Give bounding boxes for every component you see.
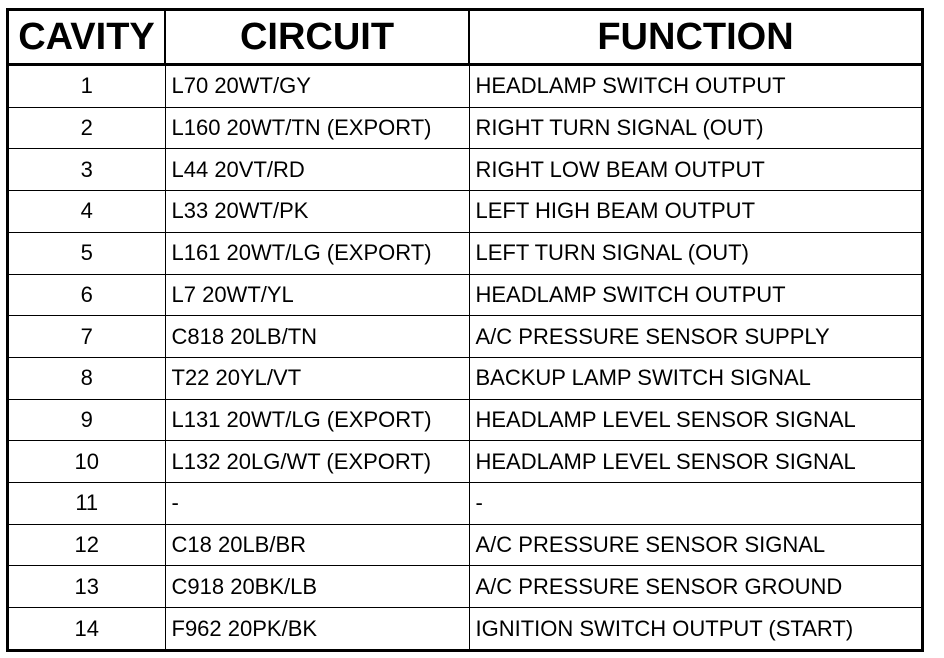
table-body <box>9 65 921 650</box>
cell-cavity: 8 <box>9 357 165 399</box>
cell-circuit: C918 20BK/LB <box>165 566 469 608</box>
table-row <box>9 316 921 358</box>
cell-cavity: 10 <box>9 441 165 483</box>
cell-cavity: 6 <box>9 274 165 316</box>
cell-function: HEADLAMP LEVEL SENSOR SIGNAL <box>469 399 921 441</box>
cell-circuit: C818 20LB/TN <box>165 316 469 358</box>
cell-cavity: 4 <box>9 191 165 233</box>
cell-cavity: 11 <box>9 483 165 525</box>
cell-function: A/C PRESSURE SENSOR GROUND <box>469 566 921 608</box>
cell-function: HEADLAMP SWITCH OUTPUT <box>469 65 921 108</box>
table-row <box>9 274 921 316</box>
header-function: FUNCTION <box>469 11 921 65</box>
table-row <box>9 399 921 441</box>
cell-function: A/C PRESSURE SENSOR SIGNAL <box>469 524 921 566</box>
cell-cavity: 13 <box>9 566 165 608</box>
cell-circuit: C18 20LB/BR <box>165 524 469 566</box>
cell-circuit: L7 20WT/YL <box>165 274 469 316</box>
cell-function: RIGHT LOW BEAM OUTPUT <box>469 149 921 191</box>
cell-function: HEADLAMP LEVEL SENSOR SIGNAL <box>469 441 921 483</box>
header-cavity: CAVITY <box>9 11 165 65</box>
cell-circuit: T22 20YL/VT <box>165 357 469 399</box>
table-row <box>9 191 921 233</box>
header-circuit: CIRCUIT <box>165 11 469 65</box>
cell-cavity: 5 <box>9 232 165 274</box>
table-row <box>9 483 921 525</box>
cell-function: HEADLAMP SWITCH OUTPUT <box>469 274 921 316</box>
cell-cavity: 1 <box>9 65 165 108</box>
cell-circuit: - <box>165 483 469 525</box>
cell-function: BACKUP LAMP SWITCH SIGNAL <box>469 357 921 399</box>
cell-cavity: 2 <box>9 107 165 149</box>
cell-function: LEFT TURN SIGNAL (OUT) <box>469 232 921 274</box>
table-row <box>9 608 921 649</box>
cell-cavity: 9 <box>9 399 165 441</box>
cell-cavity: 3 <box>9 149 165 191</box>
table-row <box>9 566 921 608</box>
cell-cavity: 7 <box>9 316 165 358</box>
cell-circuit: L44 20VT/RD <box>165 149 469 191</box>
header-row <box>9 11 921 65</box>
cell-circuit: L161 20WT/LG (EXPORT) <box>165 232 469 274</box>
table-row <box>9 107 921 149</box>
table-row <box>9 232 921 274</box>
cell-cavity: 14 <box>9 608 165 649</box>
table-row <box>9 441 921 483</box>
cell-function: IGNITION SWITCH OUTPUT (START) <box>469 608 921 649</box>
cell-circuit: L70 20WT/GY <box>165 65 469 108</box>
cell-circuit: L132 20LG/WT (EXPORT) <box>165 441 469 483</box>
connector-pinout-table <box>9 11 921 649</box>
table-row <box>9 149 921 191</box>
table-row <box>9 524 921 566</box>
cell-circuit: L131 20WT/LG (EXPORT) <box>165 399 469 441</box>
cell-circuit: L33 20WT/PK <box>165 191 469 233</box>
cell-function: - <box>469 483 921 525</box>
table-row <box>9 357 921 399</box>
connector-pinout-table-frame <box>6 8 924 652</box>
cell-function: A/C PRESSURE SENSOR SUPPLY <box>469 316 921 358</box>
cell-function: RIGHT TURN SIGNAL (OUT) <box>469 107 921 149</box>
cell-circuit: L160 20WT/TN (EXPORT) <box>165 107 469 149</box>
cell-function: LEFT HIGH BEAM OUTPUT <box>469 191 921 233</box>
table-row <box>9 65 921 108</box>
cell-cavity: 12 <box>9 524 165 566</box>
cell-circuit: F962 20PK/BK <box>165 608 469 649</box>
